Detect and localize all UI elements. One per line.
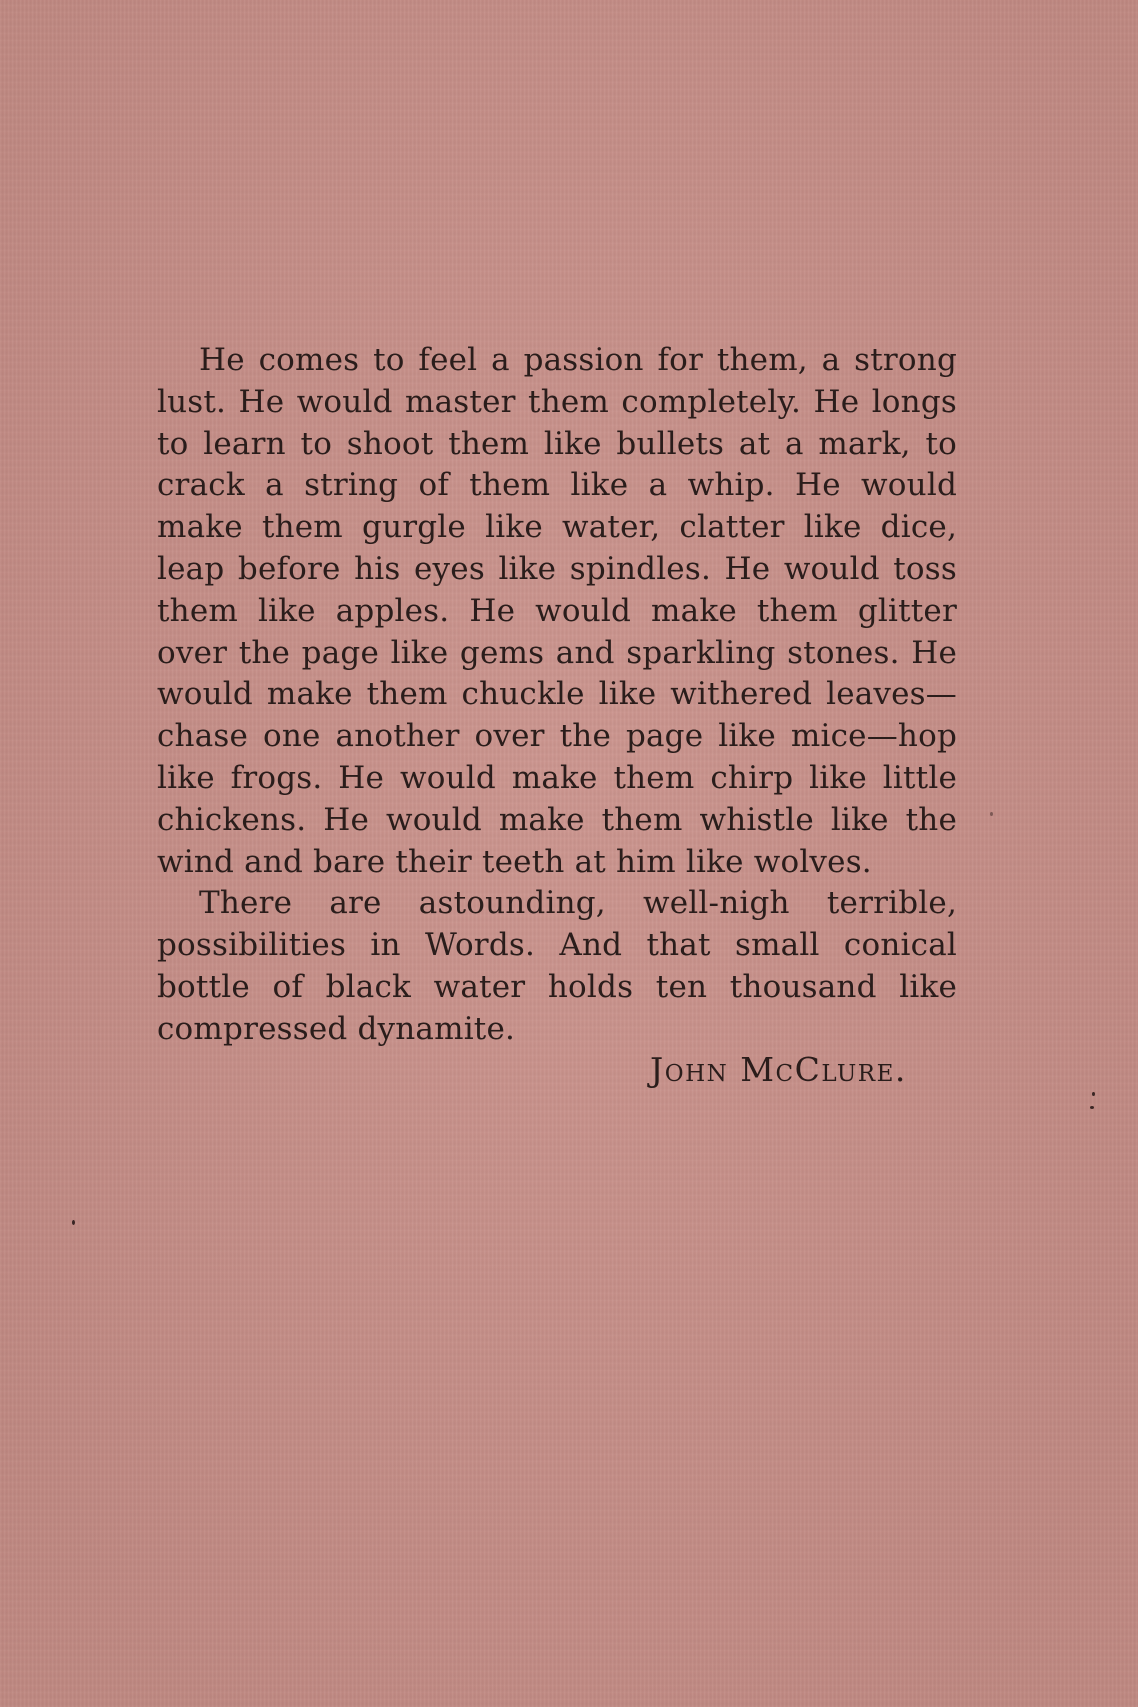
- paragraph-2: There are astounding, well-nigh terrible, possibilities in Words. And that small conical bottle of black water holds ten thousand like compressed dynamite.: [157, 885, 957, 1047]
- paper-speck: [990, 812, 993, 816]
- paper-speck: [72, 1220, 75, 1225]
- paragraph-1: He comes to feel a passion for them, a strong lust. He would master them completely. He longs to learn to shoot them like bullets at a mark, to crack a string of them like a whip. He would make them gurgle like water, clatter like dice, leap before his eyes like spindles. He would toss them like apples. He would make them glitter over the page like gems and sparkling stones. He would make them chuckle like withered leaves—chase one another over the page like mice—hop like frogs. He would make them chirp like little chickens. He would make them whistle like the wind and bare their teeth at him like wolves.: [157, 342, 957, 880]
- paper-speck: [1092, 1092, 1095, 1096]
- author-signature: John McClure.: [650, 1050, 907, 1089]
- text-body: [157, 340, 957, 1051]
- paper-speck: [1090, 1106, 1094, 1109]
